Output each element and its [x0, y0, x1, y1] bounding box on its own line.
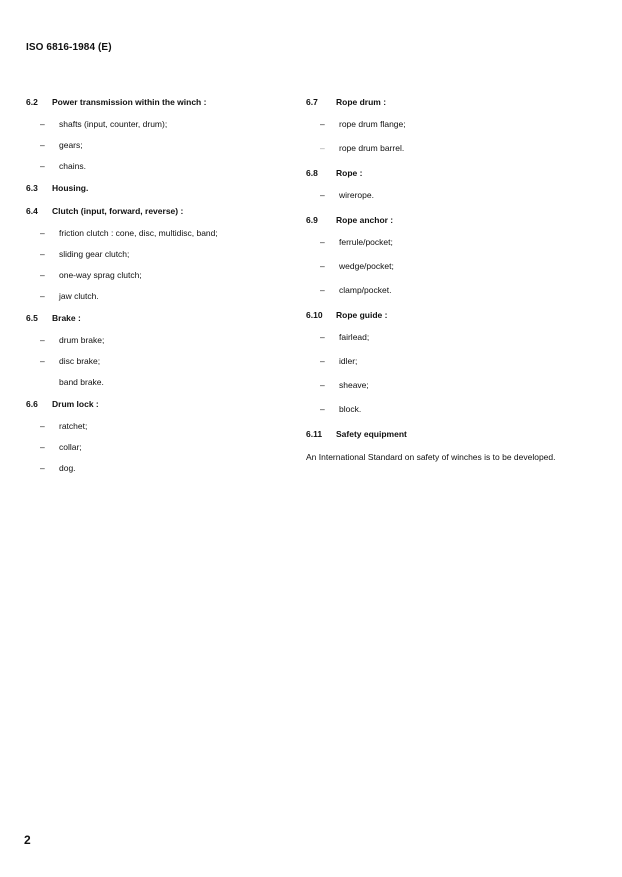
section-heading	[306, 214, 568, 226]
dash-bullet: –	[40, 140, 45, 150]
list-item	[26, 140, 288, 151]
section-heading	[306, 167, 568, 179]
dash-bullet: –	[320, 380, 325, 390]
document-id: ISO 6816-1984 (E)	[26, 42, 112, 53]
section-heading	[26, 205, 288, 217]
list-item	[26, 291, 288, 302]
section-6-8	[306, 167, 568, 201]
section-paragraph: An International Standard on safety of winches is to be developed.	[306, 452, 556, 462]
list-item	[26, 249, 288, 260]
dash-bullet: –	[40, 119, 45, 129]
list-item-text: shafts (input, counter, drum);	[59, 119, 168, 129]
section-number: 6.6	[26, 399, 38, 409]
list-item-text: gears;	[59, 140, 83, 150]
list-item-text: drum brake;	[59, 335, 105, 345]
dash-bullet: –	[40, 356, 45, 366]
list-item	[26, 335, 288, 346]
section-6-7	[306, 96, 568, 154]
section-number: 6.8	[306, 168, 318, 178]
page-number: 2	[24, 833, 31, 847]
list-item	[26, 356, 288, 367]
section-heading	[306, 428, 568, 440]
section-title: Rope guide :	[336, 310, 388, 320]
list-item	[26, 119, 288, 130]
list-item	[306, 332, 568, 343]
section-number: 6.9	[306, 215, 318, 225]
dash-bullet: –	[320, 404, 325, 414]
list-item-text: rope drum flange;	[339, 119, 406, 129]
list-item-text: dog.	[59, 463, 76, 473]
right-column	[306, 96, 568, 463]
section-number: 6.5	[26, 313, 38, 323]
section-title: Drum lock :	[52, 399, 99, 409]
list-item	[306, 404, 568, 415]
section-heading	[26, 96, 288, 108]
section-6-2	[26, 96, 288, 172]
section-6-11	[306, 428, 568, 463]
list-item-text: collar;	[59, 442, 82, 452]
list-item-text: block.	[339, 404, 362, 414]
list-item-text: wedge/pocket;	[339, 261, 394, 271]
section-heading	[26, 312, 288, 324]
list-item	[306, 285, 568, 296]
dash-bullet: –	[40, 270, 45, 280]
dash-bullet: –	[320, 237, 325, 247]
section-number: 6.7	[306, 97, 318, 107]
dash-bullet: –	[40, 442, 45, 452]
list-item-text: band brake.	[59, 377, 104, 387]
dash-bullet: –	[320, 332, 325, 342]
section-number: 6.10	[306, 310, 323, 320]
dash-bullet: –	[40, 421, 45, 431]
dash-bullet: –	[40, 463, 45, 473]
section-heading	[26, 398, 288, 410]
list-item-text: disc brake;	[59, 356, 101, 366]
section-6-4	[26, 205, 288, 302]
list-item-text: ratchet;	[59, 421, 88, 431]
section-6-10	[306, 309, 568, 415]
list-item-text: rope drum barrel.	[339, 143, 405, 153]
list-item	[26, 463, 288, 474]
section-6-9	[306, 214, 568, 296]
dash-bullet: –	[320, 261, 325, 271]
list-item-text: fairlead;	[339, 332, 370, 342]
section-number: 6.3	[26, 183, 38, 193]
dash-bullet: –	[320, 356, 325, 366]
dash-bullet: –	[40, 228, 45, 238]
list-item-text: chains.	[59, 161, 86, 171]
dash-bullet: –	[320, 119, 325, 129]
section-6-3	[26, 182, 288, 194]
list-item	[306, 380, 568, 391]
section-title: Rope anchor :	[336, 215, 394, 225]
section-title: Rope :	[336, 168, 363, 178]
list-item	[306, 143, 568, 154]
section-number: 6.11	[306, 429, 323, 439]
list-item	[306, 356, 568, 367]
list-item-text: idler;	[339, 356, 358, 366]
list-item-text: sliding gear clutch;	[59, 249, 130, 259]
section-heading	[306, 309, 568, 321]
section-title: Clutch (input, forward, reverse) :	[52, 206, 184, 216]
list-item	[26, 442, 288, 453]
section-heading	[26, 182, 288, 194]
list-item	[26, 377, 288, 388]
dash-bullet: –	[320, 143, 325, 153]
list-item	[306, 119, 568, 130]
list-item-text: sheave;	[339, 380, 369, 390]
list-item	[26, 421, 288, 432]
list-item	[306, 190, 568, 201]
section-title: Safety equipment	[336, 429, 407, 439]
list-item	[306, 261, 568, 272]
section-6-5	[26, 312, 288, 388]
section-heading	[306, 96, 568, 108]
list-item-text: friction clutch : cone, disc, multidisc, band;	[59, 228, 218, 238]
list-item	[26, 228, 288, 239]
dash-bullet: –	[320, 190, 325, 200]
dash-bullet: –	[40, 161, 45, 171]
list-item-text: ferrule/pocket;	[339, 237, 393, 247]
left-column	[26, 96, 288, 484]
list-item-text: one-way sprag clutch;	[59, 270, 142, 280]
list-item-text: jaw clutch.	[59, 291, 99, 301]
dash-bullet: –	[40, 291, 45, 301]
list-item-text: wirerope.	[339, 190, 374, 200]
section-6-6	[26, 398, 288, 474]
section-title: Power transmission within the winch :	[52, 97, 207, 107]
section-title: Rope drum :	[336, 97, 387, 107]
section-number: 6.2	[26, 97, 38, 107]
section-title: Brake :	[52, 313, 81, 323]
list-item	[26, 270, 288, 281]
list-item	[306, 237, 568, 248]
section-title: Housing.	[52, 183, 89, 193]
section-number: 6.4	[26, 206, 38, 216]
list-item-text: clamp/pocket.	[339, 285, 392, 295]
list-item	[26, 161, 288, 172]
dash-bullet: –	[40, 249, 45, 259]
dash-bullet: –	[40, 335, 45, 345]
dash-bullet: –	[320, 285, 325, 295]
